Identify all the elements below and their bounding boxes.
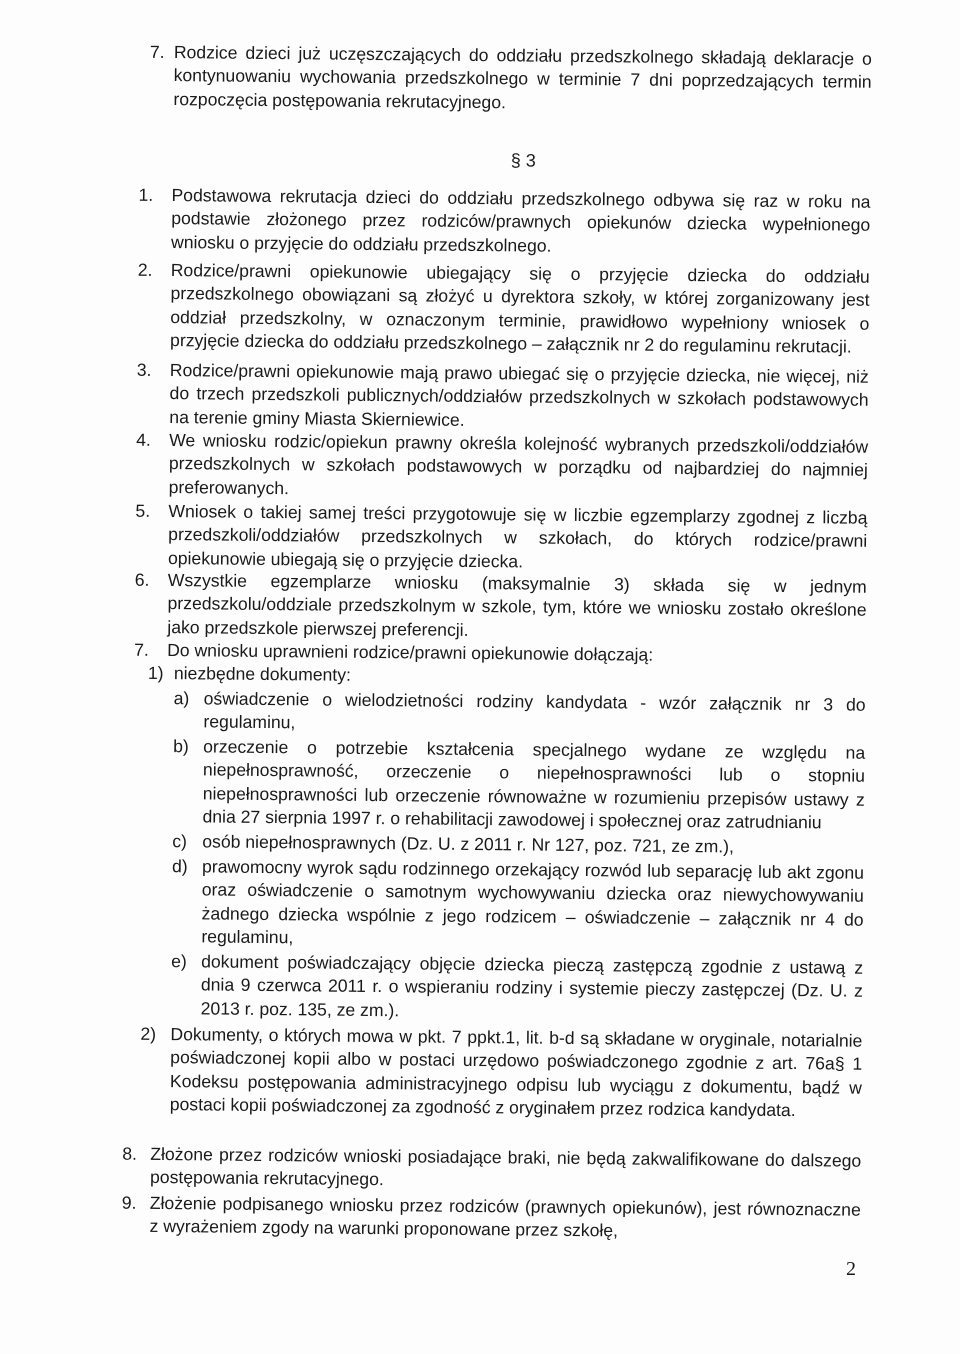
letter-text: orzeczenie o potrzebie kształcenia specjalnego wydane ze względu na niepełnosprawność, orzeczenie o niepełnosprawności lub o stopniu niepełnosprawności lub orzeczenie równoważne w rozumieniu przepisów ustawy z dnia 27 sierpnia 1997 r. o rehabilitacji zawodowej i społecznej oraz zatrudnianiu [202, 736, 866, 833]
list-number: 4. [136, 429, 151, 450]
list-text: We wniosku rodzic/opiekun prawny określa kolejność wybranych przedszkoli/oddziałów przedszkolnych w szkołach podstawowych w porządku od najbardziej do najmniej preferowanych. [168, 430, 869, 498]
sub-text: Dokumenty, o których mowa w pkt. 7 ppkt.1, lit. b-d są składane w oryginale, notarialnie poświadczonej kopii albo w postaci urzędowo poświadczonego zgodnie z art. 76a§ 1 Kodeksu postępowania administracyjnego odpisu lub wyciągu z dokumentu, bądź w postaci kopii poświadczonej za zgodność z oryginałem przez rodzica kandydata. [169, 1024, 863, 1121]
list-number: 6. [134, 569, 150, 590]
letter-item-e [171, 950, 864, 1027]
list-item-4 [136, 429, 869, 506]
letter-text: prawomocny wyrok sądu rodzinnego orzekający rozwód lub separację lub akt zgonu oraz oświadczenie o samotnym wychowywaniu dziecka oraz niewychowywaniu żadnego dziecka wspólnie z jego rodzicem – oświadczenie – załącznik nr 4 do regulaminu, [201, 856, 865, 948]
list-number: 9. [121, 1192, 137, 1213]
list-item-3 [136, 359, 869, 436]
list-item-6 [134, 569, 867, 646]
list-item-2 [137, 259, 870, 360]
list-text: Wniosek o takiej samej treści przygotowuje się w liczbie egzemplarzy zgodnej z liczbą przedszkoli/oddziałów przedszkolnych w szkołach, do których rodzice/prawni opiekunowie ubiegają się o przyjęcie dziecka. [167, 501, 868, 572]
letter-label: b) [173, 736, 189, 757]
list-text: Złożone przez rodziców wnioski posiadające braki, nie będą zakwalifikowane do dalszego postępowania rekrutacyjnego. [149, 1143, 862, 1190]
list-item-8 [122, 1143, 861, 1197]
list-number: 2. [137, 259, 153, 280]
paragraph-number: 7. [149, 41, 165, 62]
list-item-9 [121, 1192, 860, 1246]
list-number: 8. [122, 1143, 138, 1164]
list-number: 1. [138, 184, 154, 205]
list-text: Do wniosku uprawnieni rodzice/prawni opiekunowie dołączają: [167, 640, 654, 665]
letter-label: e) [171, 951, 187, 972]
list-text: Wszystkie egzemplarze wniosku (maksymalnie 3) składa się w jednym przedszkolu/oddziale przedszkolnym w szkole, tym, które we wniosku zostało określone jako przedszkole pierwszej preferencji. [167, 570, 867, 640]
sub-text: niezbędne dokumenty: [173, 663, 352, 685]
list-number: 3. [136, 359, 152, 380]
list-text: Rodzice/prawni opiekunowie ubiegający się o przyjęcie dziecka do oddziału przedszkolnego obowiązani są złożyć u dyrektora szkoły, w której zorganizowany jest oddział przedszkolny, w oznaczonym terminie, prawidłowo wypełniony wniosek o przyjęcie dziecka do oddziału przedszkolnego – załącznik nr 2 do regulaminu rekrutacji. [170, 260, 870, 357]
section-heading: § 3 [510, 150, 536, 171]
paragraph-text: Rodzice dzieci już uczęszczających do oddziału przedszkolnego składają deklaracje o kontynuowaniu wychowania przedszkolnego w terminie 7 dni poprzedzających termin rozpoczęcia postępowania rekrutacyjnego. [173, 42, 872, 113]
sub-item-2 [140, 1023, 863, 1124]
paragraph-7-continuation [149, 41, 872, 118]
letter-label: a) [173, 688, 190, 709]
list-number: 5. [135, 500, 151, 521]
letter-text: oświadczenie o wielodzietności rodziny kandydata - wzór załącznik nr 3 do regulaminu, [203, 688, 866, 733]
sub-number: 2) [140, 1023, 157, 1044]
letter-label: d) [171, 856, 188, 877]
page-number: 2 [846, 1258, 856, 1280]
letter-item-a [173, 687, 865, 740]
list-item-5 [135, 500, 868, 577]
letter-text: dokument poświadczający objęcie dziecka pieczą zastępczą zgodnie z ustawą z dnia 9 czerwca 2011 r. o wspieraniu rodziny i systemie pieczy zastępczej (Dz. U. z 2013 r. poz. 135, ze zm.). [200, 951, 864, 1021]
list-number: 7. [134, 639, 149, 660]
list-text: Podstawowa rekrutacja dzieci do oddziału przedszkolnego odbywa się raz w roku na podstawie złożonego przez rodziców/prawnych opiekunów dziecka wypełnionego wniosku o przyjęcie do oddziału przedszkolnego. [170, 185, 871, 256]
letter-text: osób niepełnosprawnych (Dz. U. z 2011 r. Nr 127, poz. 721, ze zm.), [202, 831, 735, 857]
list-item-1 [138, 184, 871, 261]
list-text: Złożenie podpisanego wniosku przez rodziców (prawnych opiekunów), jest równoznaczne z wyrażeniem zgody na warunki proponowane przez szkołę, [149, 1192, 861, 1241]
list-text: Rodzice/prawni opiekunowie mają prawo ubiegać się o przyjęcie dziecka, nie więcej, niż do trzech przedszkoli publicznych/oddziałów przedszkolnych w szkołach podstawowych na terenie gminy Miasta Skierniewice. [169, 360, 869, 430]
letter-label: c) [172, 831, 188, 852]
letter-item-b [172, 735, 865, 835]
letter-item-d [171, 855, 864, 955]
sub-number: 1) [147, 662, 164, 683]
